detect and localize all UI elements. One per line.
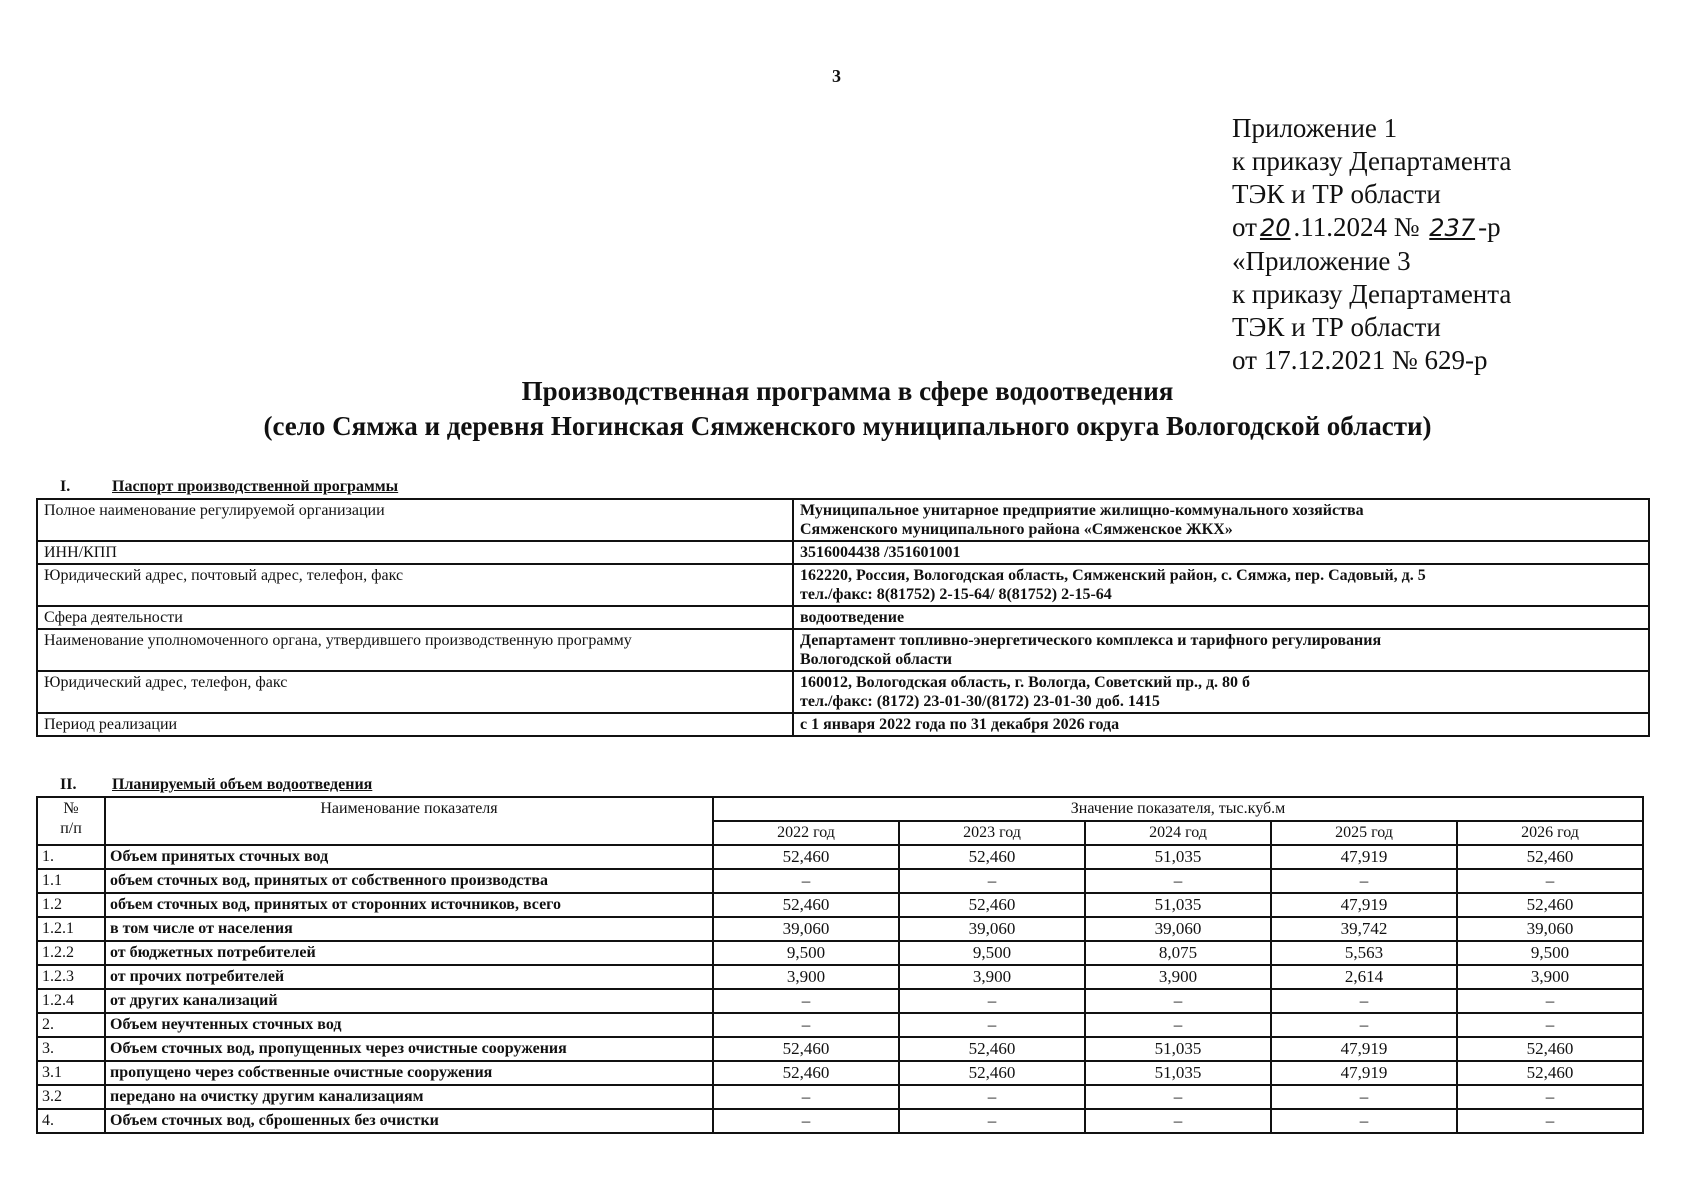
section-title: Планируемый объем водоотведения [112,776,373,793]
appendix-line: ТЭК и ТР области [1232,312,1441,342]
passport-label: Период реализации [37,713,793,736]
row-number: 4. [37,1109,105,1133]
passport-label: Наименование уполномоченного органа, утвердившего производственную программу [37,629,793,671]
row-value: – [899,1085,1085,1109]
row-value: – [899,1013,1085,1037]
passport-value: Муниципальное унитарное предприятие жилищно-коммунального хозяйства Сямженского муниципального района «Сямженское ЖКХ» [793,499,1649,541]
table-row [37,499,1649,541]
row-number: 1.2.3 [37,965,105,989]
table-row [37,606,1649,629]
row-value: 39,742 [1271,917,1457,941]
row-name: объем сточных вод, принятых от сторонних источников, всего [105,893,713,917]
row-value: 39,060 [1085,917,1271,941]
appendix-line: «Приложение 3 [1232,246,1411,276]
section-number: I. [60,478,71,495]
row-value: – [1271,869,1457,893]
row-value: 52,460 [899,1037,1085,1061]
row-number: 1.2.2 [37,941,105,965]
row-value: 39,060 [1457,917,1643,941]
row-value: – [713,1085,899,1109]
row-name: передано на очистку другим канализациям [105,1085,713,1109]
appendix-prefix: от [1232,212,1257,242]
row-value: 52,460 [713,893,899,917]
row-name: Объем принятых сточных вод [105,845,713,869]
row-value: – [1271,1013,1457,1037]
row-name: в том числе от населения [105,917,713,941]
row-number: 1.1 [37,869,105,893]
row-value: – [1271,1085,1457,1109]
table-row [37,1037,1643,1061]
row-value: – [899,869,1085,893]
row-value: 52,460 [713,845,899,869]
row-value: 51,035 [1085,1061,1271,1085]
row-name: Объем сточных вод, пропущенных через очистные сооружения [105,1037,713,1061]
document-subtitle: (село Сямжа и деревня Ногинская Сямженского муниципального округа Вологодской области) [263,411,1432,441]
table-row [37,965,1643,989]
row-number: 1. [37,845,105,869]
row-value: – [713,1109,899,1133]
row-value: – [713,989,899,1013]
row-value: 3,900 [1085,965,1271,989]
row-number: 1.2 [37,893,105,917]
row-number: 3.1 [37,1061,105,1085]
row-value: – [1457,989,1643,1013]
appendix-line: Приложение 1 [1232,113,1398,143]
row-value: – [1457,1085,1643,1109]
handwritten-day: 20 [1259,214,1291,242]
table-row [37,564,1649,606]
row-value: 51,035 [1085,893,1271,917]
table-row [37,671,1649,713]
table-row [37,893,1643,917]
appendix-line: к приказу Департамента [1232,279,1512,309]
appendix-date: .11.2024 № [1293,212,1420,242]
row-value: 52,460 [899,845,1085,869]
section-number: II. [60,776,77,793]
row-value: 52,460 [713,1061,899,1085]
passport-value: водоотведение [793,606,1649,629]
passport-label: Юридический адрес, почтовый адрес, телефон, факс [37,564,793,606]
row-value: – [1085,1013,1271,1037]
row-name: Объем сточных вод, сброшенных без очистки [105,1109,713,1133]
table-row [37,917,1643,941]
table-row [37,869,1643,893]
row-number: 2. [37,1013,105,1037]
table-row [37,1061,1643,1085]
row-value: – [1271,1109,1457,1133]
row-value: 51,035 [1085,845,1271,869]
appendix-suffix: -р [1478,212,1501,242]
row-value: 52,460 [1457,845,1643,869]
passport-label: Сфера деятельности [37,606,793,629]
section-heading-passport [60,478,398,496]
table-row [37,713,1649,736]
row-name: Объем неучтенных сточных вод [105,1013,713,1037]
row-value: – [1085,1109,1271,1133]
passport-table [36,498,1650,737]
passport-label: Полное наименование регулируемой организации [37,499,793,541]
handwritten-order-number: 237 [1429,214,1476,242]
table-row [37,1109,1643,1133]
row-number: 1.2.1 [37,917,105,941]
table-row [37,845,1643,869]
table-row [37,1085,1643,1109]
column-header-name: Наименование показателя [105,797,713,845]
row-name: от других канализаций [105,989,713,1013]
passport-value: с 1 января 2022 года по 31 декабря 2026 года [793,713,1649,736]
row-value: 47,919 [1271,1037,1457,1061]
column-header-number: № п/п [37,797,105,845]
row-value: 39,060 [713,917,899,941]
row-name: объем сточных вод, принятых от собственного производства [105,869,713,893]
row-value: – [1085,1085,1271,1109]
page-number: 3 [832,66,841,86]
appendix-line: к приказу Департамента [1232,146,1512,176]
table-row [37,629,1649,671]
row-name: пропущено через собственные очистные сооружения [105,1061,713,1085]
row-value: 52,460 [1457,893,1643,917]
row-value: 2,614 [1271,965,1457,989]
section-heading-volume [60,776,372,794]
row-value: 3,900 [1457,965,1643,989]
passport-label: Юридический адрес, телефон, факс [37,671,793,713]
passport-value: 162220, Россия, Вологодская область, Сямженский район, с. Сямжа, пер. Садовый, д. 5 тел./факс: 8(81752) 2-15-64/ 8(81752) 2-15-64 [793,564,1649,606]
column-header-year: 2026 год [1457,821,1643,845]
passport-value: 160012, Вологодская область, г. Вологда, Советский пр., д. 80 б тел./факс: (8172) 23-01-30/(8172) 23-01-30 доб. 1415 [793,671,1649,713]
row-value: 3,900 [899,965,1085,989]
column-header-year: 2025 год [1271,821,1457,845]
passport-value: Департамент топливно-энергетического комплекса и тарифного регулирования Вологодской области [793,629,1649,671]
row-value: – [1457,1109,1643,1133]
row-value: – [1271,989,1457,1013]
row-value: 47,919 [1271,1061,1457,1085]
row-value: 8,075 [1085,941,1271,965]
row-value: – [713,1013,899,1037]
row-value: 5,563 [1271,941,1457,965]
column-header-values: Значение показателя, тыс.куб.м [713,797,1643,821]
appendix-line: от 17.12.2021 № 629-р [1232,345,1488,375]
row-value: – [713,869,899,893]
row-number: 3.2 [37,1085,105,1109]
row-value: 52,460 [1457,1061,1643,1085]
section-title: Паспорт производственной программы [112,478,399,495]
row-value: 52,460 [1457,1037,1643,1061]
volume-table [36,796,1644,1134]
table-header-row [37,797,1643,821]
column-header-year: 2024 год [1085,821,1271,845]
appendix-block [1232,112,1511,377]
row-value: – [1457,1013,1643,1037]
row-value: – [899,1109,1085,1133]
row-value: 3,900 [713,965,899,989]
table-row [37,941,1643,965]
row-value: 9,500 [899,941,1085,965]
column-header-year: 2023 год [899,821,1085,845]
row-name: от бюджетных потребителей [105,941,713,965]
row-value: – [1085,989,1271,1013]
row-number: 3. [37,1037,105,1061]
row-value: 47,919 [1271,845,1457,869]
row-value: – [1085,869,1271,893]
table-row [37,989,1643,1013]
row-value: 52,460 [899,1061,1085,1085]
row-value: – [1457,869,1643,893]
appendix-order-line [1232,211,1511,245]
row-name: от прочих потребителей [105,965,713,989]
table-row [37,1013,1643,1037]
row-value: – [899,989,1085,1013]
row-number: 1.2.4 [37,989,105,1013]
row-value: 9,500 [713,941,899,965]
row-value: 9,500 [1457,941,1643,965]
column-header-year: 2022 год [713,821,899,845]
document-title: Производственная программа в сфере водоотведения [521,376,1174,406]
passport-value: 3516004438 /351601001 [793,541,1649,564]
table-row [37,541,1649,564]
row-value: 52,460 [899,893,1085,917]
row-value: 47,919 [1271,893,1457,917]
row-value: 52,460 [713,1037,899,1061]
row-value: 39,060 [899,917,1085,941]
row-value: 51,035 [1085,1037,1271,1061]
passport-label: ИНН/КПП [37,541,793,564]
appendix-line: ТЭК и ТР области [1232,179,1441,209]
